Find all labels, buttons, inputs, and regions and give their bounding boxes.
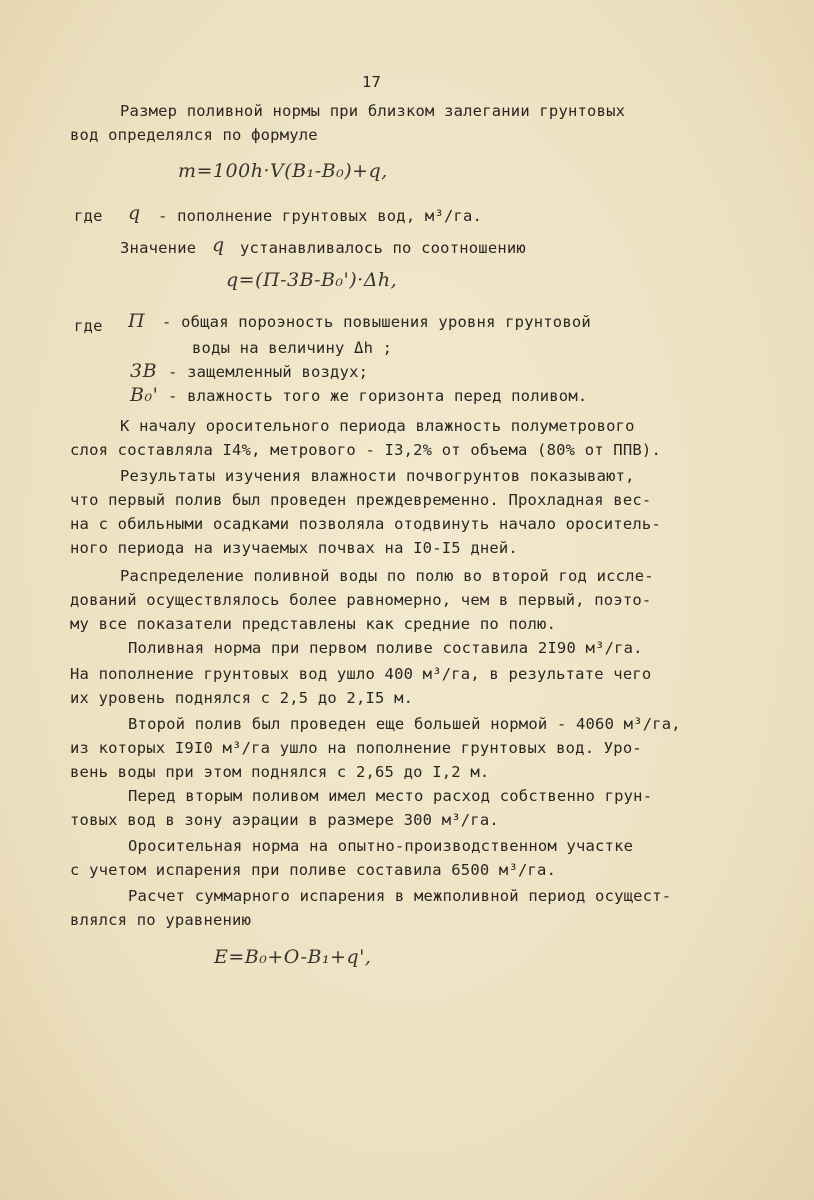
text-line: дований осуществлялось более равномерно, чем в первый, поэто- — [70, 591, 652, 609]
formula-symbol: 3В — [130, 360, 158, 382]
text-line: Результаты изучения влажности почвогрунтов показывают, — [120, 467, 635, 485]
text-line: где — [74, 207, 103, 225]
text-line: На пополнение грунтовых вод ушло 400 м³/га, в результате чего — [70, 665, 652, 683]
text-line: ного периода на изучаемых почвах на I0-I5 дней. — [70, 539, 518, 557]
formula-symbol: q — [212, 234, 225, 256]
text-line: Перед вторым поливом имел место расход собственно грун- — [128, 787, 653, 805]
text-line: где — [74, 317, 103, 335]
text-line: - защемленный воздух; — [168, 363, 369, 381]
text-line: вод определялся по формуле — [70, 126, 318, 144]
formula-irrigation-norm: m=100h·V(B₁-B₀)+q, — [178, 160, 388, 182]
text-line: воды на величину Δh ; — [192, 339, 393, 357]
formula-evaporation: E=B₀+O-B₁+q', — [214, 946, 372, 968]
text-line: их уровень поднялся с 2,5 до 2,I5 м. — [70, 689, 414, 707]
text-line: - влажность того же горизонта перед поливом. — [168, 387, 588, 405]
text-line: Распределение поливной воды по полю во второй год иссле- — [120, 567, 654, 585]
text-line: с учетом испарения при поливе составила 6500 м³/га. — [70, 861, 557, 879]
formula-symbol: П — [128, 310, 146, 332]
text-line: товых вод в зону аэрации в размере 300 м³/га. — [70, 811, 499, 829]
text-line: на с обильными осадками позволяла отодвинуть начало ороситель- — [70, 515, 661, 533]
formula-replenishment: q=(П-3В-B₀')·Δh, — [226, 269, 398, 291]
text-line: Размер поливной нормы при близком залегании грунтовых — [120, 102, 626, 120]
page-number: 17 — [362, 73, 382, 91]
text-line: вень воды при этом поднялся с 2,65 до I,2 м. — [70, 763, 490, 781]
text-line: Второй полив был проведен еще большей нормой - 4060 м³/га, — [128, 715, 681, 733]
text-line: Значение — [120, 239, 197, 257]
text-line: Оросительная норма на опытно-производственном участке — [128, 837, 634, 855]
formula-symbol: q — [128, 202, 141, 224]
text-line: му все показатели представлены как средние по полю. — [70, 615, 557, 633]
text-line: Расчет суммарного испарения в межполивной период осущест- — [128, 887, 672, 905]
text-line: К началу оросительного периода влажность полуметрового — [120, 417, 635, 435]
text-line: влялся по уравнению — [70, 911, 252, 929]
formula-symbol: B₀' — [130, 384, 159, 406]
text-line: из которых I9I0 м³/га ушло на пополнение грунтовых вод. Уро- — [70, 739, 642, 757]
text-line: устанавливалось по соотношению — [240, 239, 526, 257]
text-line: Поливная норма при первом поливе составила 2I90 м³/га. — [128, 639, 643, 657]
text-line: слоя составляла I4%, метрового - I3,2% от объема (80% от ППВ). — [70, 441, 661, 459]
text-line: что первый полив был проведен преждевременно. Прохладная вес- — [70, 491, 652, 509]
text-line: - общая пороэность повышения уровня грунтовой — [162, 313, 591, 331]
text-line: - пополнение грунтовых вод, м³/га. — [158, 207, 483, 225]
